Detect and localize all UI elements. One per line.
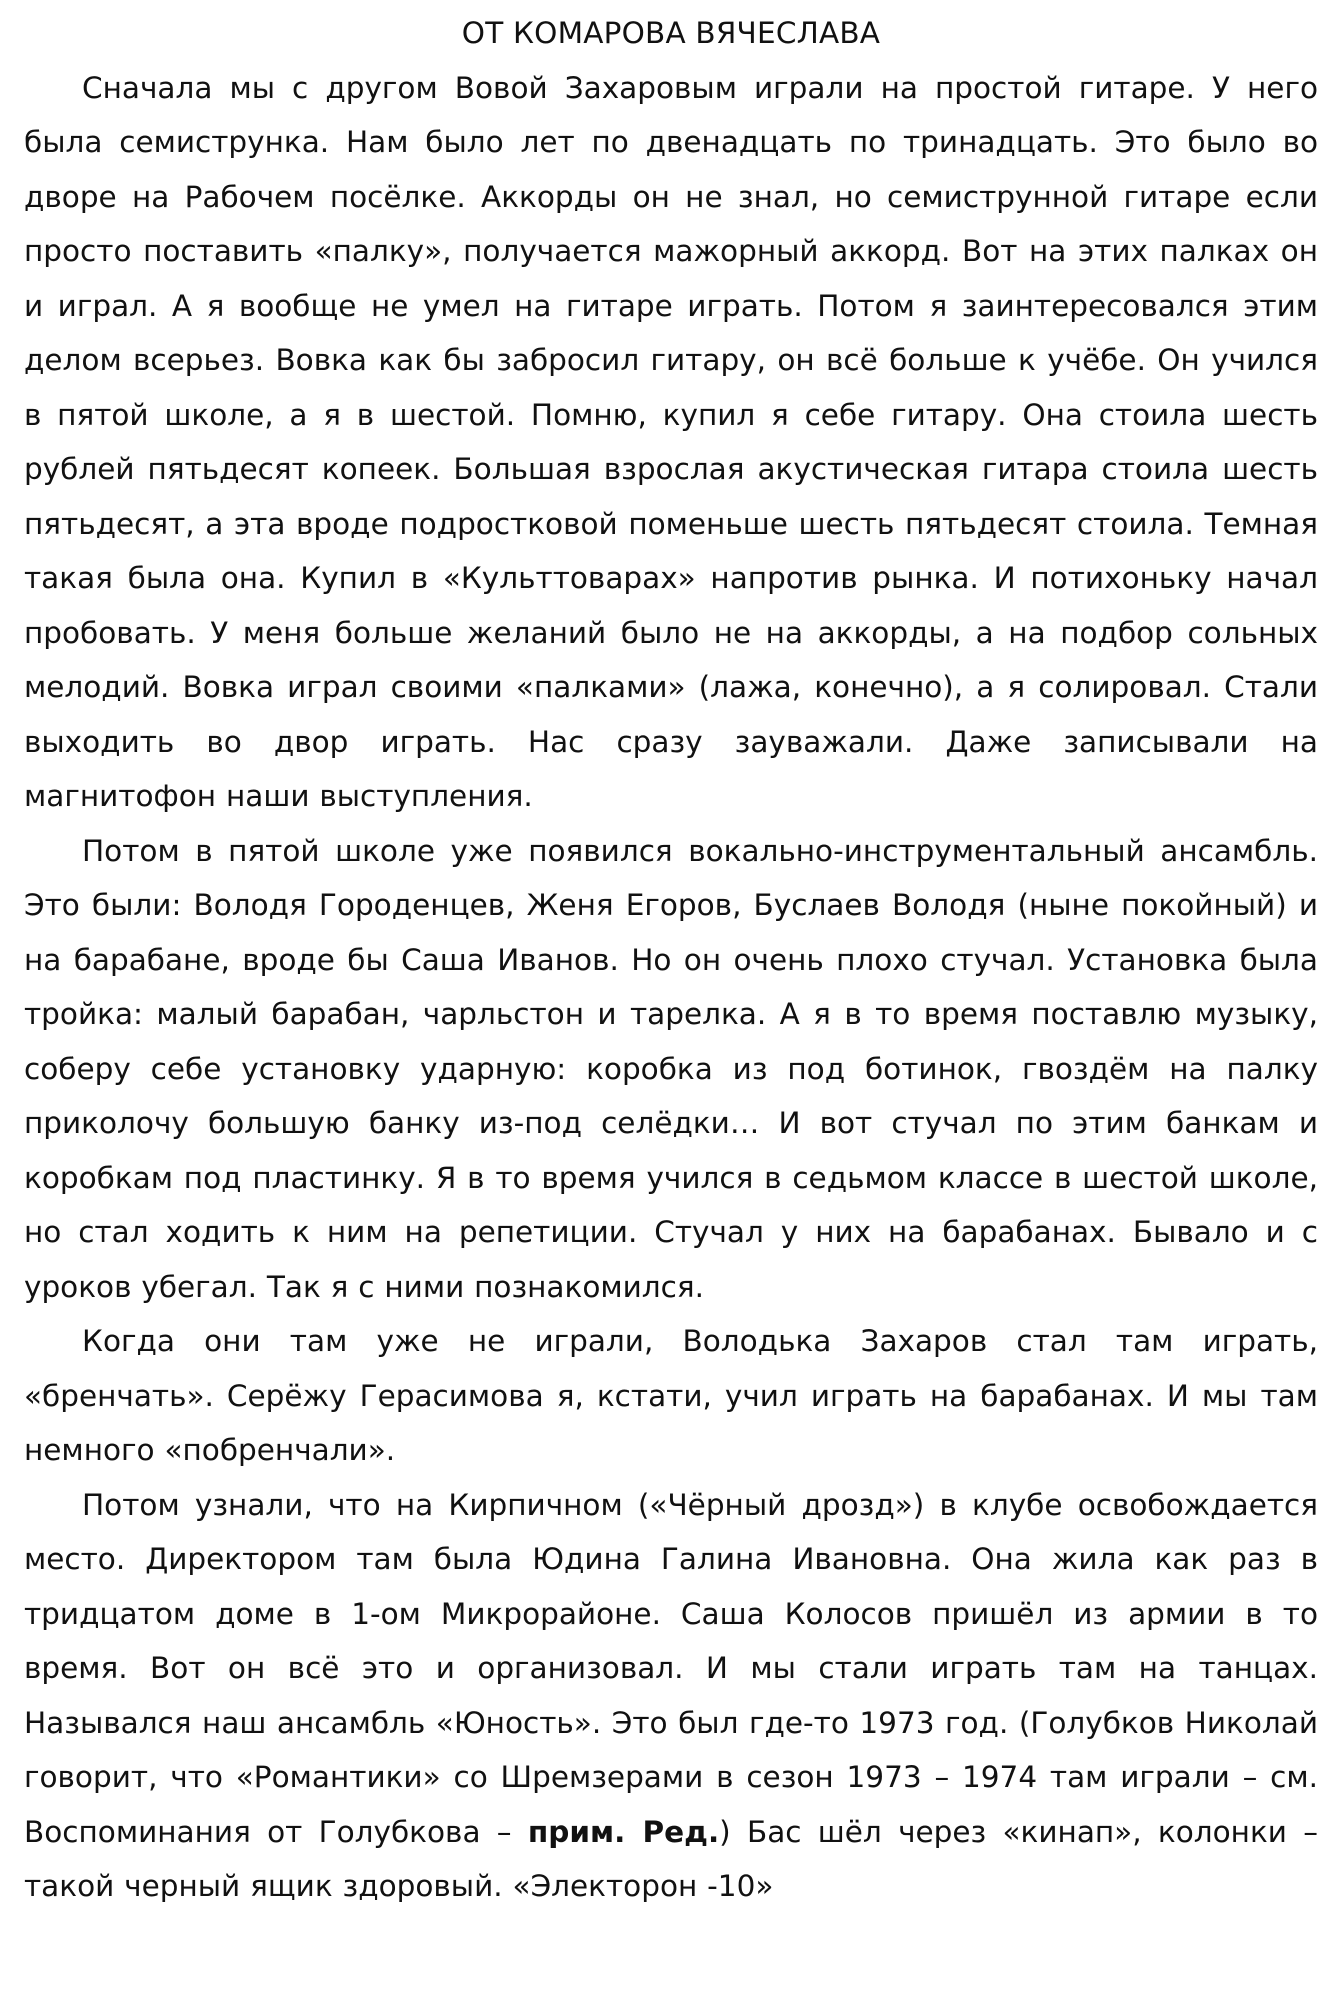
paragraph-1: Сначала мы с другом Вовой Захаровым играли на простой гитаре. У него была семиструнка. Нам было лет по двенадцать по тринадцать. Это было во дворе на Рабочем посёлке. Аккорды он не знал, но семиструнной гитаре если просто поставить «палку», получается мажорный аккорд. Вот на этих палках он и играл. А я вообще не умел на гитаре играть. Потом я заинтересовался этим делом всерьез. Вовка как бы забросил гитару, он всё больше к учёбе. Он учился в пятой школе, а я в шестой. Помню, купил я себе гитару. Она стоила шесть рублей пятьдесят копеек. Большая взрослая акустическая гитара стоила шесть пятьдесят, а эта вроде подростковой поменьше шесть пятьдесят стоила. Темная такая была она. Купил в «Культтоварах» напротив рынка. И потихоньку начал пробовать. У меня больше желаний было не на аккорды, а на подбор сольных мелодий. Вовка играл своими «палками» (лажа, конечно), а я солировал. Стали выходить во двор играть. Нас сразу зауважали. Даже записывали на магнитофон наши выступления.: [24, 70, 1318, 813]
paragraph-3: Когда они там уже не играли, Володька Захаров стал там играть, «бренчать». Серёжу Герасимова я, кстати, учил играть на барабанах. И мы там немного «побренчали».: [24, 1324, 1318, 1467]
paragraph-4: [24, 1478, 1318, 1914]
editor-note-bold: прим. Ред.: [527, 1814, 720, 1849]
paragraph-4-text-start: Потом узнали, что на Кирпичном («Чёрный дрозд») в клубе освобождается место. Директором там была Юдина Галина Ивановна. Она жила как раз в тридцатом доме в 1-ом Микрорайоне. Саша Колосов пришёл из армии в то время. Вот он всё это и организовал. И мы стали играть там на танцах. Назывался наш ансамбль «Юность». Это был где-то 1973 год. (Голубков Николай говорит, что «Романтики» со Шремзерами в сезон 1973 – 1974 там играли – см. Воспоминания от Голубкова –: [24, 1487, 1318, 1849]
document-page: [24, 6, 1318, 1914]
paragraph-2: Потом в пятой школе уже появился вокально-инструментальный ансамбль. Это были: Володя Городенцев, Женя Егоров, Буслаев Володя (ныне покойный) и на барабане, вроде бы Саша Иванов. Но он очень плохо стучал. Установка была тройка: малый барабан, чарльстон и тарелка. А я в то время поставлю музыку, соберу себе установку ударную: коробка из под ботинок, гвоздём на палку приколочу большую банку из-под селёдки… И вот стучал по этим банкам и коробкам под пластинку. Я в то время учился в седьмом классе в шестой школе, но стал ходить к ним на репетиции. Стучал у них на барабанах. Бывало и с уроков убегал. Так я с ними познакомился.: [24, 833, 1318, 1304]
document-title: ОТ КОМАРОВА ВЯЧЕСЛАВА: [461, 16, 881, 50]
paragraph-4-text-end: ) Бас шёл через «кинап», колонки – такой черный ящик здоровый. «Электорон -10»: [24, 1814, 1318, 1903]
